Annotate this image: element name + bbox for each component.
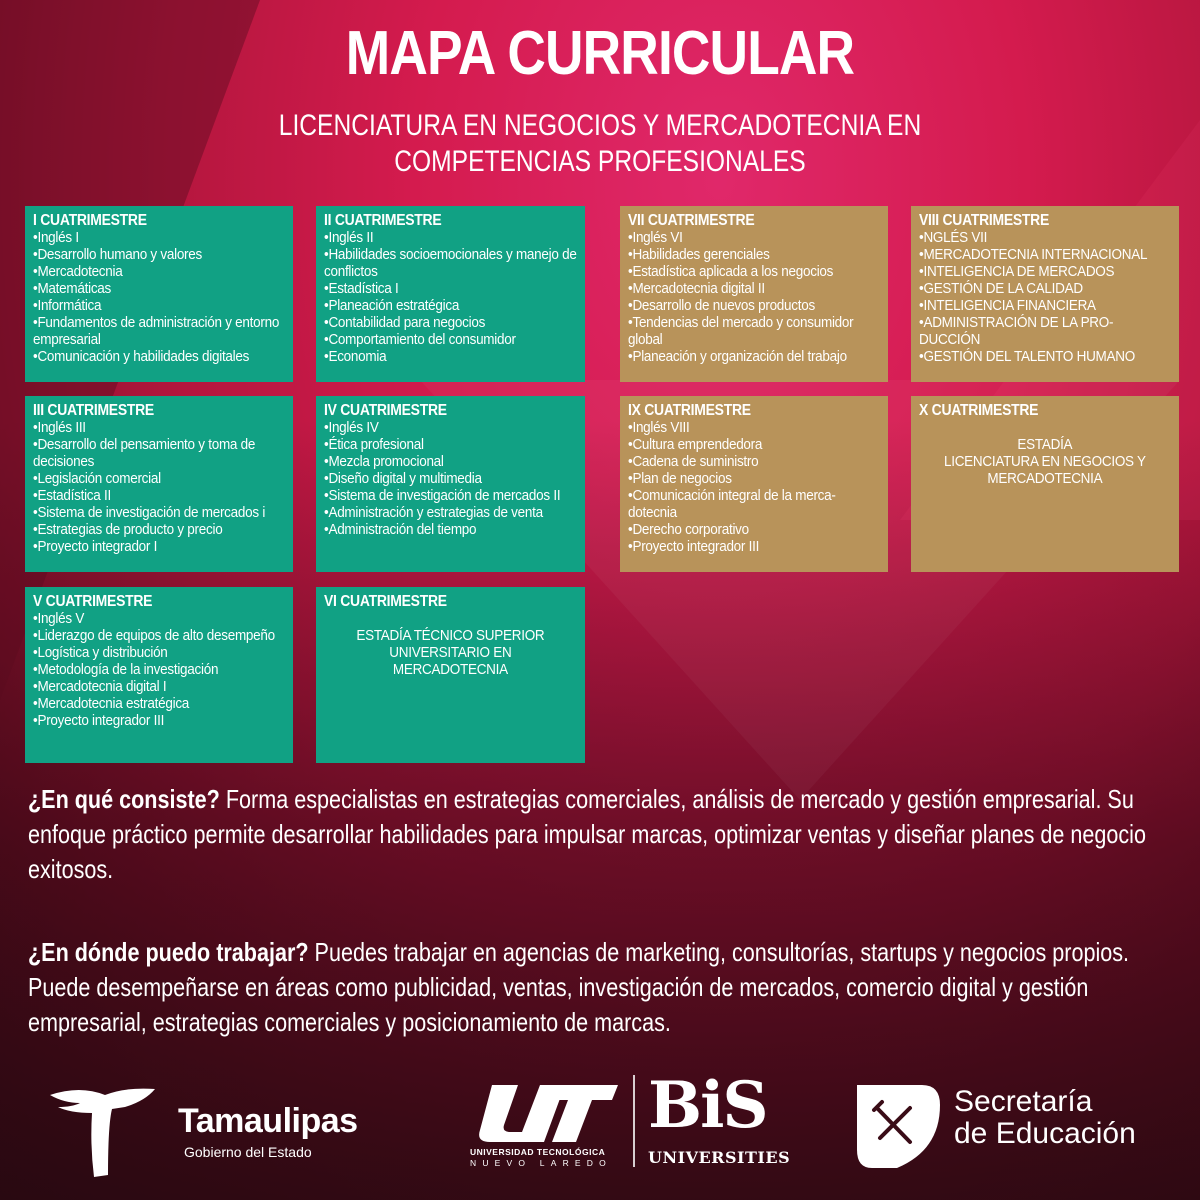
subject-item: • Mercadotecnia digital II [628, 280, 880, 297]
term-title: IV CUATRIMESTRE [324, 402, 447, 419]
subject-item: • Fundamentos de administración y entorno empresarial [33, 314, 285, 348]
bis-logo: BiS [648, 1068, 767, 1143]
subject-item: • Proyecto integrador III [33, 712, 285, 729]
term-title: I CUATRIMESTRE [33, 212, 147, 229]
subject-item: • Planeación estratégica [324, 297, 577, 314]
subject-list [33, 229, 285, 365]
sep-name [954, 1086, 1136, 1150]
term-card-9 [620, 396, 888, 572]
subject-item: • Desarrollo humano y valores [33, 246, 285, 263]
term-title: VI CUATRIMESTRE [324, 593, 447, 610]
info-what-is-it [28, 782, 1178, 887]
page-subtitle [108, 108, 1092, 180]
bis-subtitle: UNIVERSITIES [648, 1148, 791, 1167]
subject-item: • Economia [324, 348, 577, 365]
subject-item: • Estadística I [324, 280, 577, 297]
subject-item: • Comunicación integral de la merca-dotecnia [628, 487, 880, 521]
subject-item: • Inglés I [33, 229, 285, 246]
subject-item: • Desarrollo de nuevos productos [628, 297, 880, 314]
subject-item: • Inglés IV [324, 419, 577, 436]
subject-item: • ADMINISTRACIÓN DE LA PRO-DUCCIÓN [919, 314, 1171, 348]
sep-pencil-ruler-icon [852, 1080, 942, 1170]
subject-item: • Tendencias del mercado y consumidor global [628, 314, 880, 348]
subject-item: • Sistema de investigación de mercados II [324, 487, 577, 504]
subject-item: • Habilidades socioemocionales y manejo de conflictos [324, 246, 577, 280]
tamaulipas-eagle-icon [50, 1085, 160, 1180]
subject-item: • MERCADOTECNIA INTERNACIONAL [919, 246, 1171, 263]
subject-item: • Proyecto integrador I [33, 538, 285, 555]
term-card-3 [25, 396, 293, 572]
subject-item: • Mercadotecnia digital I [33, 678, 285, 695]
tamaulipas-name: Tamaulipas [178, 1102, 358, 1140]
subject-item: • Legislación comercial [33, 470, 285, 487]
sep-name-line-2: de Educación [954, 1117, 1136, 1150]
term-card-7 [620, 206, 888, 382]
term-card-2 [316, 206, 585, 382]
subject-list [628, 229, 880, 365]
subject-list [33, 610, 285, 729]
subject-item: • Cultura emprendedora [628, 436, 880, 453]
ut-name-line-1: UNIVERSIDAD TECNOLÓGICA [470, 1147, 606, 1157]
subject-item: • Cadena de suministro [628, 453, 880, 470]
term-card-8 [911, 206, 1179, 382]
question-label: ¿En qué consiste? [28, 784, 220, 814]
term-title: VIII CUATRIMESTRE [919, 212, 1050, 229]
subject-item: • Administración y estrategias de venta [324, 504, 577, 521]
subject-item: • Derecho corporativo [628, 521, 880, 538]
term-title: X CUATRIMESTRE [919, 402, 1039, 419]
subject-item: • Mercadotecnia [33, 263, 285, 280]
subject-item: • Estadística aplicada a los negocios [628, 263, 880, 280]
term-card-1 [25, 206, 293, 382]
subject-item: • Inglés V [33, 610, 285, 627]
subject-item: • NGLÉS VII [919, 229, 1171, 246]
subject-item: • Logística y distribución [33, 644, 285, 661]
term-title: IX CUATRIMESTRE [628, 402, 751, 419]
subject-item: • Habilidades gerenciales [628, 246, 880, 263]
subject-item: • Mezcla promocional [324, 453, 577, 470]
subject-item: • Contabilidad para negocios [324, 314, 577, 331]
term-card-6 [316, 587, 585, 763]
subtitle-line-1: LICENCIATURA EN NEGOCIOS Y MERCADOTECNIA EN [278, 109, 922, 142]
subject-list [324, 419, 577, 538]
subject-item: • Administración del tiempo [324, 521, 577, 538]
footer-logos [0, 1070, 1200, 1180]
subject-item: • Proyecto integrador III [628, 538, 880, 555]
term-title: V CUATRIMESTRE [33, 593, 153, 610]
subject-item: • Estadística II [33, 487, 285, 504]
subject-list [628, 419, 880, 555]
subject-list [919, 229, 1171, 365]
info-where-work [28, 935, 1178, 1040]
subject-item: • Liderazgo de equipos de alto desempeño [33, 627, 285, 644]
subject-item: • Ética profesional [324, 436, 577, 453]
subject-item: • Inglés VIII [628, 419, 880, 436]
subject-item: • GESTIÓN DE LA CALIDAD [919, 280, 1171, 297]
term-title: III CUATRIMESTRE [33, 402, 154, 419]
subject-item: • GESTIÓN DEL TALENTO HUMANO [919, 348, 1171, 365]
subject-item: • Inglés VI [628, 229, 880, 246]
subject-item: • Planeación y organización del trabajo [628, 348, 880, 365]
subject-item: • Inglés III [33, 419, 285, 436]
subject-item: • Informática [33, 297, 285, 314]
logo-divider [633, 1075, 635, 1167]
question-label: ¿En dónde puedo trabajar? [28, 937, 309, 967]
subject-item: • Sistema de investigación de mercados i [33, 504, 285, 521]
subject-list [324, 229, 577, 365]
term-title: VII CUATRIMESTRE [628, 212, 755, 229]
subject-item: • Metodología de la investigación [33, 661, 285, 678]
sep-name-line-1: Secretaría [954, 1085, 1093, 1118]
term-card-4 [316, 396, 585, 572]
subject-item: • INTELIGENCIA FINANCIERA [919, 297, 1171, 314]
answer-text: Puedes trabajar en agencias de marketing, consultorías, startups y negocios propios. Puede desempeñarse en áreas como publicidad, ventas, investigación de mercados, comercio digital y gestión empresarial, estrategias comerciales y posicionamiento de marcas. [28, 937, 1130, 1037]
subject-item: • Matemáticas [33, 280, 285, 297]
subject-item: • Comportamiento del consumidor [324, 331, 577, 348]
term-title: II CUATRIMESTRE [324, 212, 442, 229]
term-card-10 [911, 396, 1179, 572]
subject-item: • Estrategias de producto y precio [33, 521, 285, 538]
internship-text: ESTADÍA TÉCNICO SUPERIOR UNIVERSITARIO EN MERCADOTECNIA [356, 627, 545, 678]
subject-item: • INTELIGENCIA DE MERCADOS [919, 263, 1171, 280]
tamaulipas-subtitle: Gobierno del Estado [184, 1144, 312, 1160]
internship-text: ESTADÍA LICENCIATURA EN NEGOCIOS Y MERCADOTECNIA [943, 436, 1146, 487]
term-card-5 [25, 587, 293, 763]
subject-item: • Mercadotecnia estratégica [33, 695, 285, 712]
subject-item: • Desarrollo del pensamiento y toma de decisiones [33, 436, 285, 470]
subject-item: • Comunicación y habilidades digitales [33, 348, 285, 365]
page-title: MAPA CURRICULAR [345, 19, 855, 88]
subject-item: • Plan de negocios [628, 470, 880, 487]
answer-text: Forma especialistas en estrategias comerciales, análisis de mercado y gestión empresarial. Su enfoque práctico permite desarrollar habilidades para impulsar marcas, optimizar ventas y diseñar planes de negocio exitosos. [28, 784, 1146, 884]
ut-name-line-2: NUEVO LAREDO [470, 1158, 612, 1168]
subject-list [33, 419, 285, 555]
subject-item: • Diseño digital y multimedia [324, 470, 577, 487]
subject-item: • Inglés II [324, 229, 577, 246]
subtitle-line-2: COMPETENCIAS PROFESIONALES [394, 145, 806, 178]
